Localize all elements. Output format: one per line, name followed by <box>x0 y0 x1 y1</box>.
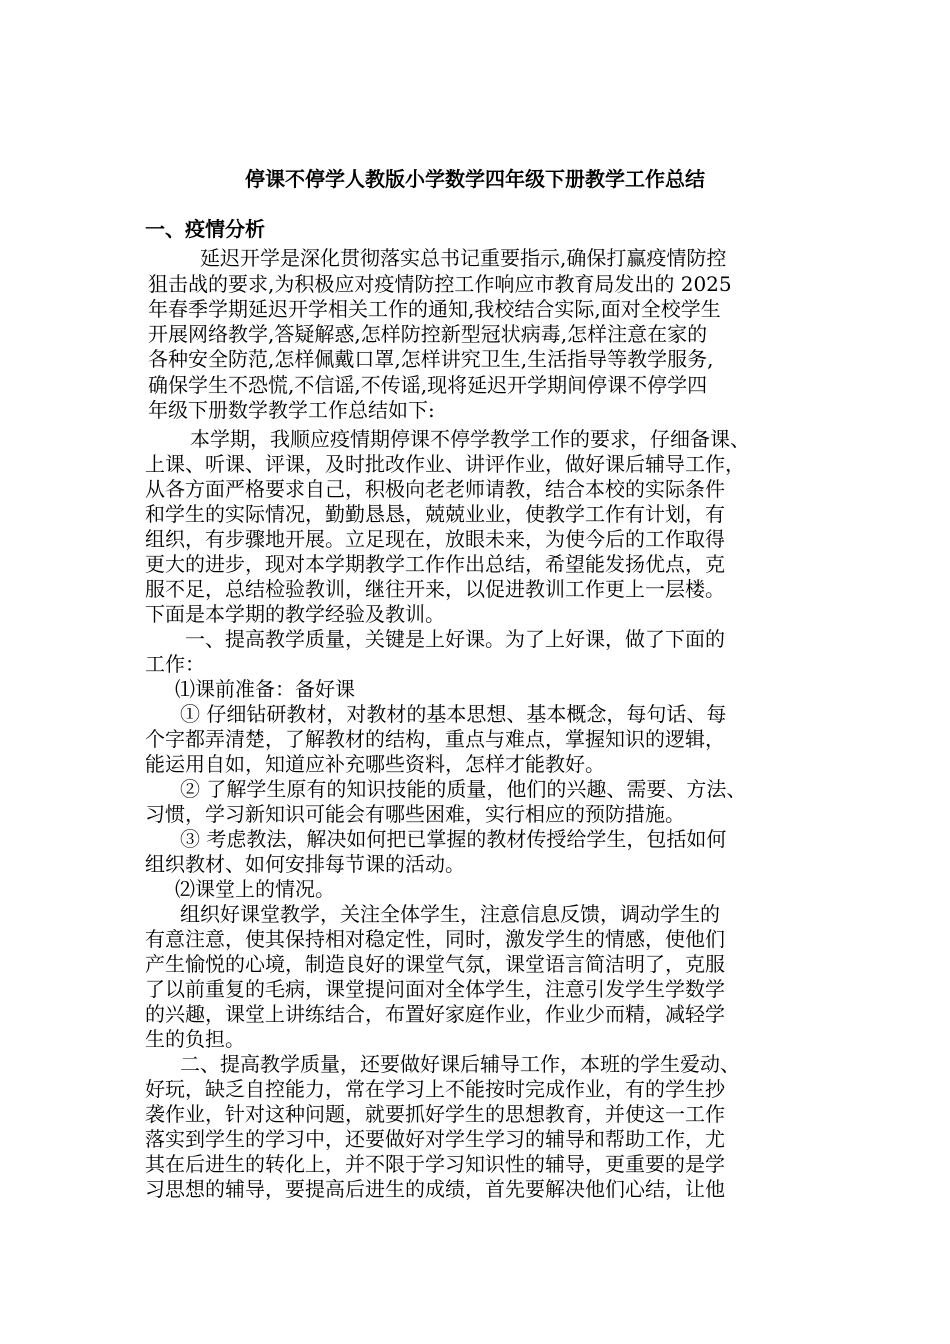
paragraph-line: 生的负担。 <box>145 1027 245 1051</box>
paragraph-line: 下面是本学期的教学经验及教训。 <box>145 602 445 626</box>
paragraph-line: 工作： <box>145 652 205 676</box>
paragraph-line: 习惯，学习新知识可能会有哪些困难，实行相应的预防措施。 <box>145 802 685 826</box>
paragraph-line: ③ 考虑教法，解决如何把已掌握的教材传授给学生，包括如何 <box>180 827 727 851</box>
paragraph-line: 组织好课堂教学，关注全体学生，注意信息反馈，调动学生的 <box>180 902 720 926</box>
paragraph-line: 和学生的实际情况，勤勤恳恳，兢兢业业，使教学工作有计划，有 <box>145 502 725 526</box>
paragraph-line: 上课、听课、评课，及时批改作业、讲评作业，做好课后辅导工作， <box>145 452 745 476</box>
paragraph-line: 的兴趣，课堂上讲练结合，布置好家庭作业，作业少而精，减轻学 <box>145 1002 725 1026</box>
paragraph-line: 一、提高教学质量，关键是上好课。为了上好课，做了下面的 <box>185 627 725 651</box>
paragraph-line: 能运用自如，知道应补充哪些资料，怎样才能教好。 <box>145 752 605 776</box>
paragraph-line: 组织教材、如何安排每节课的活动。 <box>145 852 465 876</box>
paragraph-line: 年级下册数学教学工作总结如下: <box>148 398 435 422</box>
paragraph-line: 本学期，我顺应疫情期停课不停学教学工作的要求，仔细备课、 <box>190 427 750 451</box>
paragraph-line: 落实到学生的学习中，还要做好对学生学习的辅导和帮助工作，尤 <box>145 1127 725 1151</box>
paragraph-line: 年春季学期延迟开学相关工作的通知,我校结合实际,面对全校学生 <box>148 297 721 321</box>
paragraph-line: 其在后进生的转化上，并不限于学习知识性的辅导，更重要的是学 <box>145 1152 725 1176</box>
paragraph-line: 狙击战的要求,为积极应对疫情防控工作响应市教育局发出的 2025 <box>148 272 732 296</box>
paragraph-line: 二、提高教学质量，还要做好课后辅导工作，本班的学生爱动、 <box>180 1052 740 1076</box>
document-title: 停课不停学人教版小学数学四年级下册教学工作总结 <box>245 167 705 191</box>
paragraph-line: 袭作业，针对这种问题，就要抓好学生的思想教育，并使这一工作 <box>145 1102 725 1126</box>
paragraph-line: 从各方面严格要求自己，积极向老老师请教，结合本校的实际条件 <box>145 477 725 501</box>
paragraph-line: 组织，有步骤地开展。立足现在，放眼未来，为使今后的工作取得 <box>145 527 725 551</box>
paragraph-line: 确保学生不恐慌,不信谣,不传谣,现将延迟开学期间停课不停学四 <box>148 373 708 397</box>
paragraph-line: ② 了解学生原有的知识技能的质量，他们的兴趣、需要、方法、 <box>180 777 747 801</box>
paragraph-line: 了以前重复的毛病，课堂提问面对全体学生，注意引发学生学数学 <box>145 977 725 1001</box>
paragraph-line: 有意注意，使其保持相对稳定性，同时，激发学生的情感，使他们 <box>145 927 725 951</box>
paragraph-line: 服不足，总结检验教训，继往开来，以促进教训工作更上一层楼。 <box>145 577 725 601</box>
paragraph-line: 开展网络教学,答疑解惑,怎样防控新型冠状病毒,怎样注意在家的 <box>148 322 708 346</box>
paragraph-line: ⑴课前准备：备好课 <box>175 677 355 701</box>
paragraph-line: 好玩，缺乏自控能力，常在学习上不能按时完成作业，有的学生抄 <box>145 1077 725 1101</box>
paragraph-line: 更大的进步，现对本学期教学工作作出总结，希望能发扬优点，克 <box>145 552 725 576</box>
paragraph-line: 习思想的辅导，要提高后进生的成绩，首先要解决他们心结，让他 <box>145 1177 725 1201</box>
paragraph-line: ① 仔细钻研教材，对教材的基本思想、基本概念，每句话、每 <box>180 702 727 726</box>
paragraph-line: 延迟开学是深化贯彻落实总书记重要指示,确保打赢疫情防控 <box>200 246 727 270</box>
paragraph-line: 个字都弄清楚，了解教材的结构，重点与难点，掌握知识的逻辑， <box>145 727 725 751</box>
paragraph-line: 各种安全防范,怎样佩戴口罩,怎样讲究卫生,生活指导等教学服务, <box>148 347 714 371</box>
paragraph-line: 产生愉悦的心境，制造良好的课堂气氛，课堂语言简洁明了，克服 <box>145 952 725 976</box>
paragraph-line: ⑵课堂上的情况。 <box>175 877 335 901</box>
section-heading: 一、疫情分析 <box>145 217 265 241</box>
